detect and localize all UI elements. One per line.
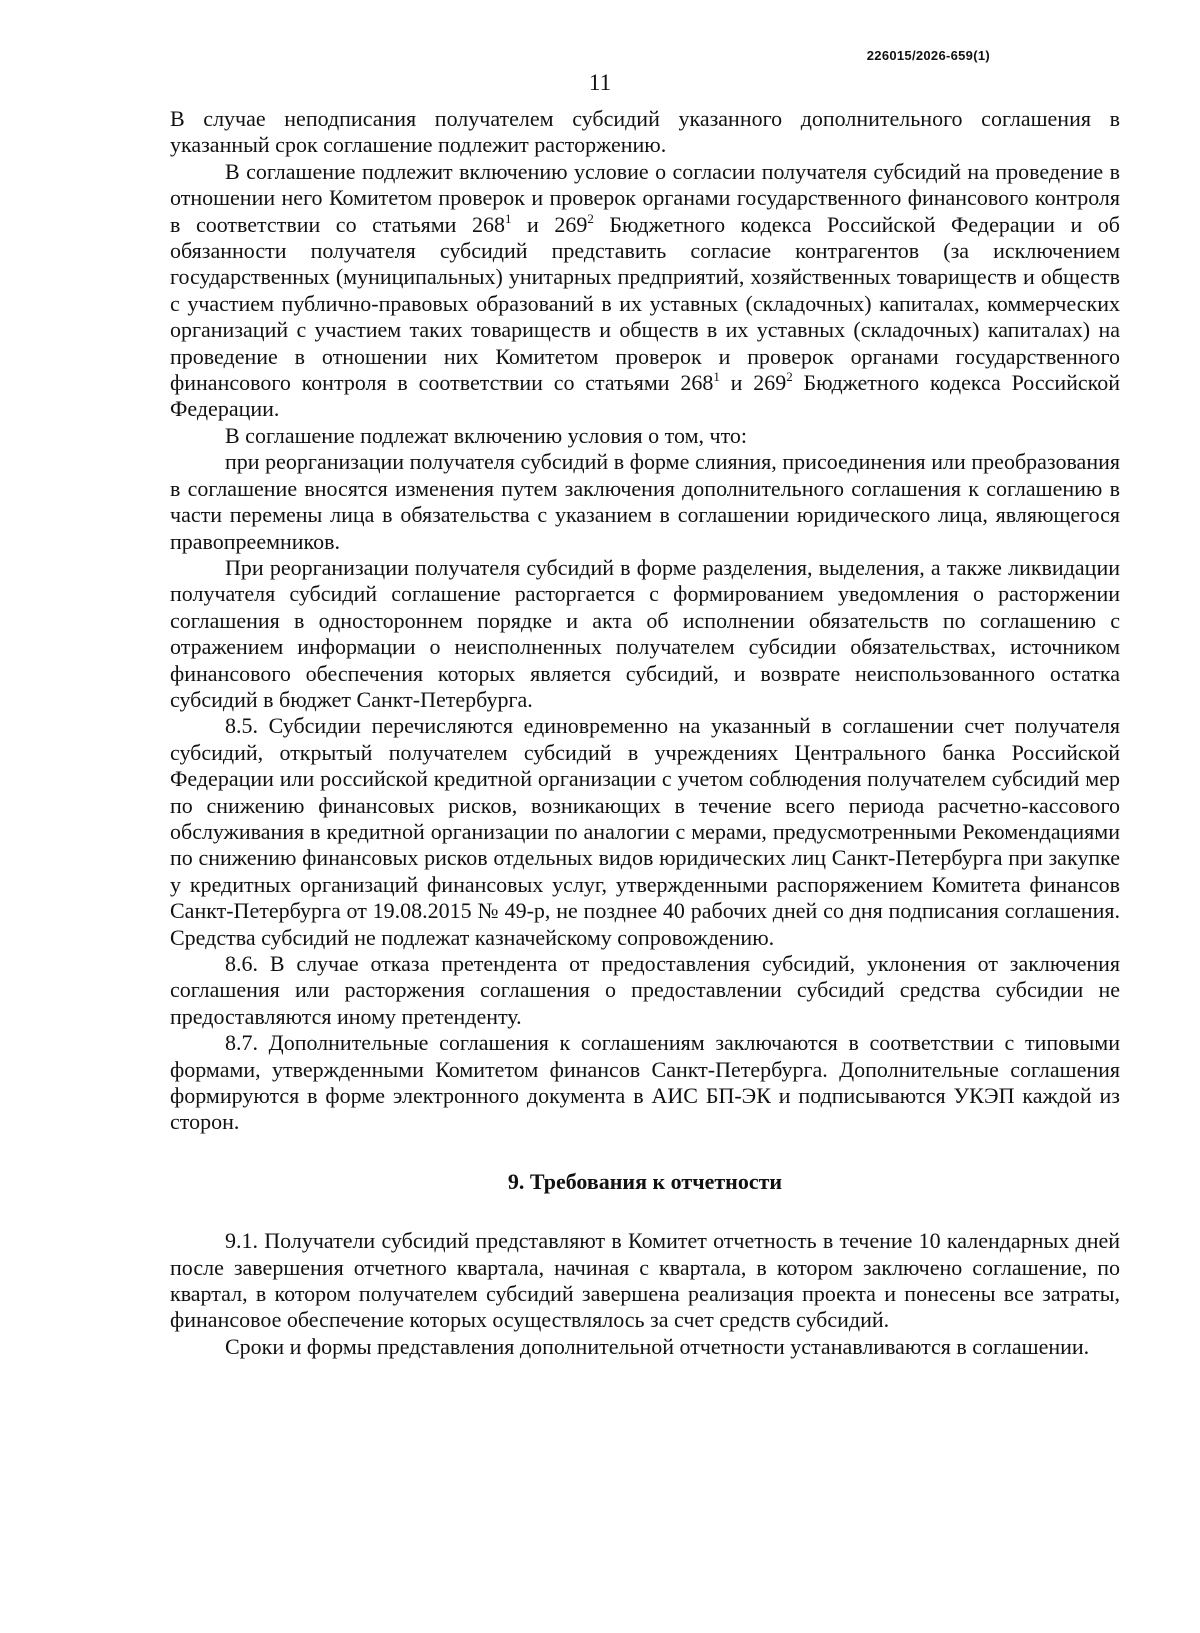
paragraph-reorganization-division: При реорганизации получателя субсидий в форме разделения, выделения, а также ликвидации получателя субсидий соглашение расторгается с формированием уведомления о расторжении соглашения в одностороннем порядке и акта об исполнении обязательств по соглашению с отражением информации о неисполненных получателем субсидии обязательствах, источником финансового обеспечения которых является субсидий, и возврате неиспользованного остатка субсидий в бюджет Санкт-Петербурга. [170,554,1120,712]
paragraph-8-5: 8.5. Субсидии перечисляются единовременно на указанный в соглашении счет получателя субсидий, открытый получателем субсидий в учреждениях Центрального банка Российской Федерации или российской кредитной организации с учетом соблюдения получателем субсидий мер по снижению финансовых рисков, возникающих в течение всего периода расчетно-кассового обслуживания в кредитной организации по аналогии с мерами, предусмотренными Рекомендациями по снижению финансовых рисков отдельных видов юридических лиц Санкт-Петербурга при закупке у кредитных организаций финансовых услуг, утвержденными распоряжением Комитета финансов Санкт-Петербурга от 19.08.2015 № 49-р, не позднее 40 рабочих дней со дня подписания соглашения. Средства субсидий не подлежат казначейскому сопровождению. [170,713,1120,950]
paragraph-consent-audit [170,159,1120,423]
section-heading: 9. Требования к отчетности [507,1168,783,1194]
text-segment: В соглашение подлежит включению условие о согласии получателя субсидий на проведение в отношении него Комитетом проверок и проверок органами государственного финансового контроля в соответствии со статьями 268 [170,158,1120,237]
text-segment: и 269 [719,370,787,396]
page-number: 11 [588,70,612,95]
paragraph-conditions-intro: В соглашение подлежат включению условия о том, что: [225,422,748,448]
paragraph-8-6: 8.6. В случае отказа претендента от предоставления субсидий, уклонения от заключения соглашения или расторжения соглашения о предоставлении субсидий средства субсидии не предоставляются иному претенденту. [170,951,1120,1029]
text-segment: Бюджетного кодекса Российской Федерации и об обязанности получателя субсидий представить согласие контрагентов (за исключением государственных (муниципальных) унитарных предприятий, хозяйственных товариществ и обществ с участием публично-правовых образований в их уставных (складочных) капиталах, коммерческих организаций с участием таких товариществ и обществ в их уставных (складочных) капиталах) на проведение в отношении них Комитетом проверок и проверок органами государственного финансового контроля в соответствии со статьями 268 [170,211,1120,396]
paragraph-8-7: 8.7. Дополнительные соглашения к соглашениям заключаются в соответствии с типовыми формами, утвержденными Комитетом финансов Санкт-Петербурга. Дополнительные соглашения формируются в форме электронного документа в АИС БП-ЭК и подписываются УКЭП каждой из сторон. [170,1030,1120,1135]
superscript: 1 [504,210,512,226]
superscript: 1 [713,369,720,385]
document-body [170,106,1120,1360]
paragraph-termination: В случае неподписания получателем субсидий указанного дополнительного соглашения в указанный срок соглашение подлежит расторжению. [170,106,1120,158]
paragraph-9-1: 9.1. Получатели субсидий представляют в Комитет отчетность в течение 10 календарных дней после завершения отчетного квартала, начиная с квартала, в котором заключено соглашение, по квартал, в котором получателем субсидий завершена реализация проекта и понесены все затраты, финансовое обеспечение которых осуществлялось за счет средств субсидий. [170,1228,1120,1333]
paragraph-reorganization-merger: при реорганизации получателя субсидий в форме слияния, присоединения или преобразования в соглашение вносятся изменения путем заключения дополнительного соглашения к соглашению в части перемены лица в обязательства с указанием в соглашении юридического лица, являющегося правопреемников. [170,449,1120,554]
text-segment: и 269 [511,211,588,237]
paragraph-additional-reporting: Сроки и формы представления дополнительной отчетности устанавливаются в соглашении. [225,1333,1090,1359]
text-segment: Бюджетного кодекса Российской Федерации. [170,370,1121,422]
document-id: 226015/2026-659(1) [866,48,990,63]
superscript: 2 [786,369,793,385]
superscript: 2 [587,210,594,226]
